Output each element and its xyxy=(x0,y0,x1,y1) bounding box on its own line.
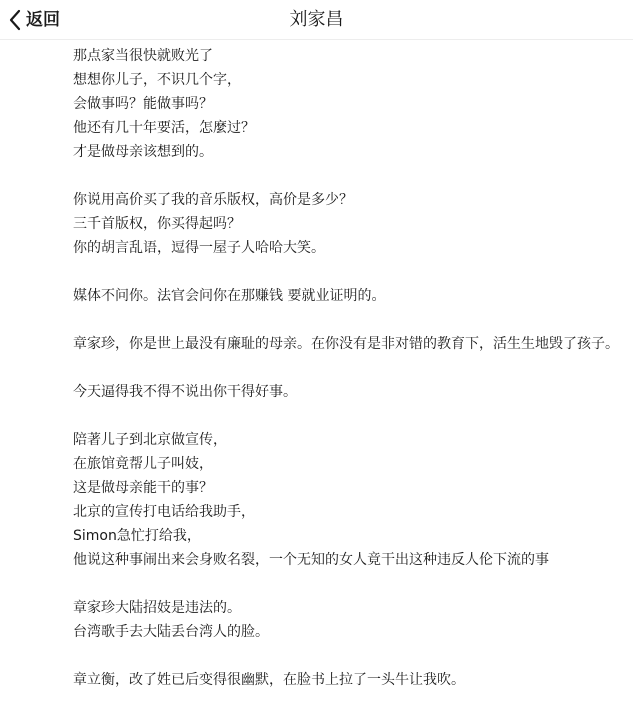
text-line: 他说这种事闹出来会身败名裂，一个无知的女人竟干出这种违反人伦下流的事 xyxy=(73,552,549,568)
text-line: 媒体不问你。法官会问你在那赚钱 要就业证明的。 xyxy=(73,288,386,304)
paragraph xyxy=(73,668,621,692)
text-line: Simon急忙打给我， xyxy=(73,528,201,544)
text-line: 章家珍，你是世上最没有廉耻的母亲。在你没有是非对错的教育下，活生生地毁了孩子。 xyxy=(73,336,619,352)
text-line: 那点家当很快就败光了 xyxy=(73,48,213,64)
text-line: 会做事吗？能做事吗？ xyxy=(73,96,213,112)
chevron-left-icon xyxy=(8,9,22,31)
paragraph xyxy=(73,428,621,572)
text-line: 才是做母亲该想到的。 xyxy=(73,144,213,160)
text-line: 他还有几十年要活，怎麼过？ xyxy=(73,120,255,136)
paragraph xyxy=(73,284,621,308)
back-button[interactable] xyxy=(8,6,60,34)
article-body xyxy=(73,44,621,716)
page-title: 刘家昌 xyxy=(289,9,344,30)
text-line: 你的胡言乱语，逗得一屋子人哈哈大笑。 xyxy=(73,240,325,256)
paragraph xyxy=(73,596,621,644)
text-line: 章家珍大陆招妓是违法的。 xyxy=(73,600,241,616)
text-line: 想想你儿子，不识几个字， xyxy=(73,72,241,88)
text-line: 北京的宣传打电话给我助手， xyxy=(73,504,255,520)
text-line: 在旅馆竟帮儿子叫妓， xyxy=(73,456,213,472)
back-label: 返回 xyxy=(26,10,60,30)
text-line: 台湾歌手去大陆丢台湾人的脸。 xyxy=(73,624,269,640)
paragraph xyxy=(73,188,621,260)
text-line: 陪著儿子到北京做宣传， xyxy=(73,432,227,448)
text-line: 章立衡，改了姓已后变得很幽默，在脸书上拉了一头牛让我吹。 xyxy=(73,672,465,688)
paragraph xyxy=(73,380,621,404)
text-line: 这是做母亲能干的事？ xyxy=(73,480,213,496)
text-line: 今天逼得我不得不说出你干得好事。 xyxy=(73,384,297,400)
top-nav-bar xyxy=(0,0,633,40)
text-line: 你说用高价买了我的音乐版权，高价是多少？ xyxy=(73,192,353,208)
text-line: 三千首版权，你买得起吗？ xyxy=(73,216,241,232)
paragraph xyxy=(73,44,621,164)
paragraph xyxy=(73,332,621,356)
